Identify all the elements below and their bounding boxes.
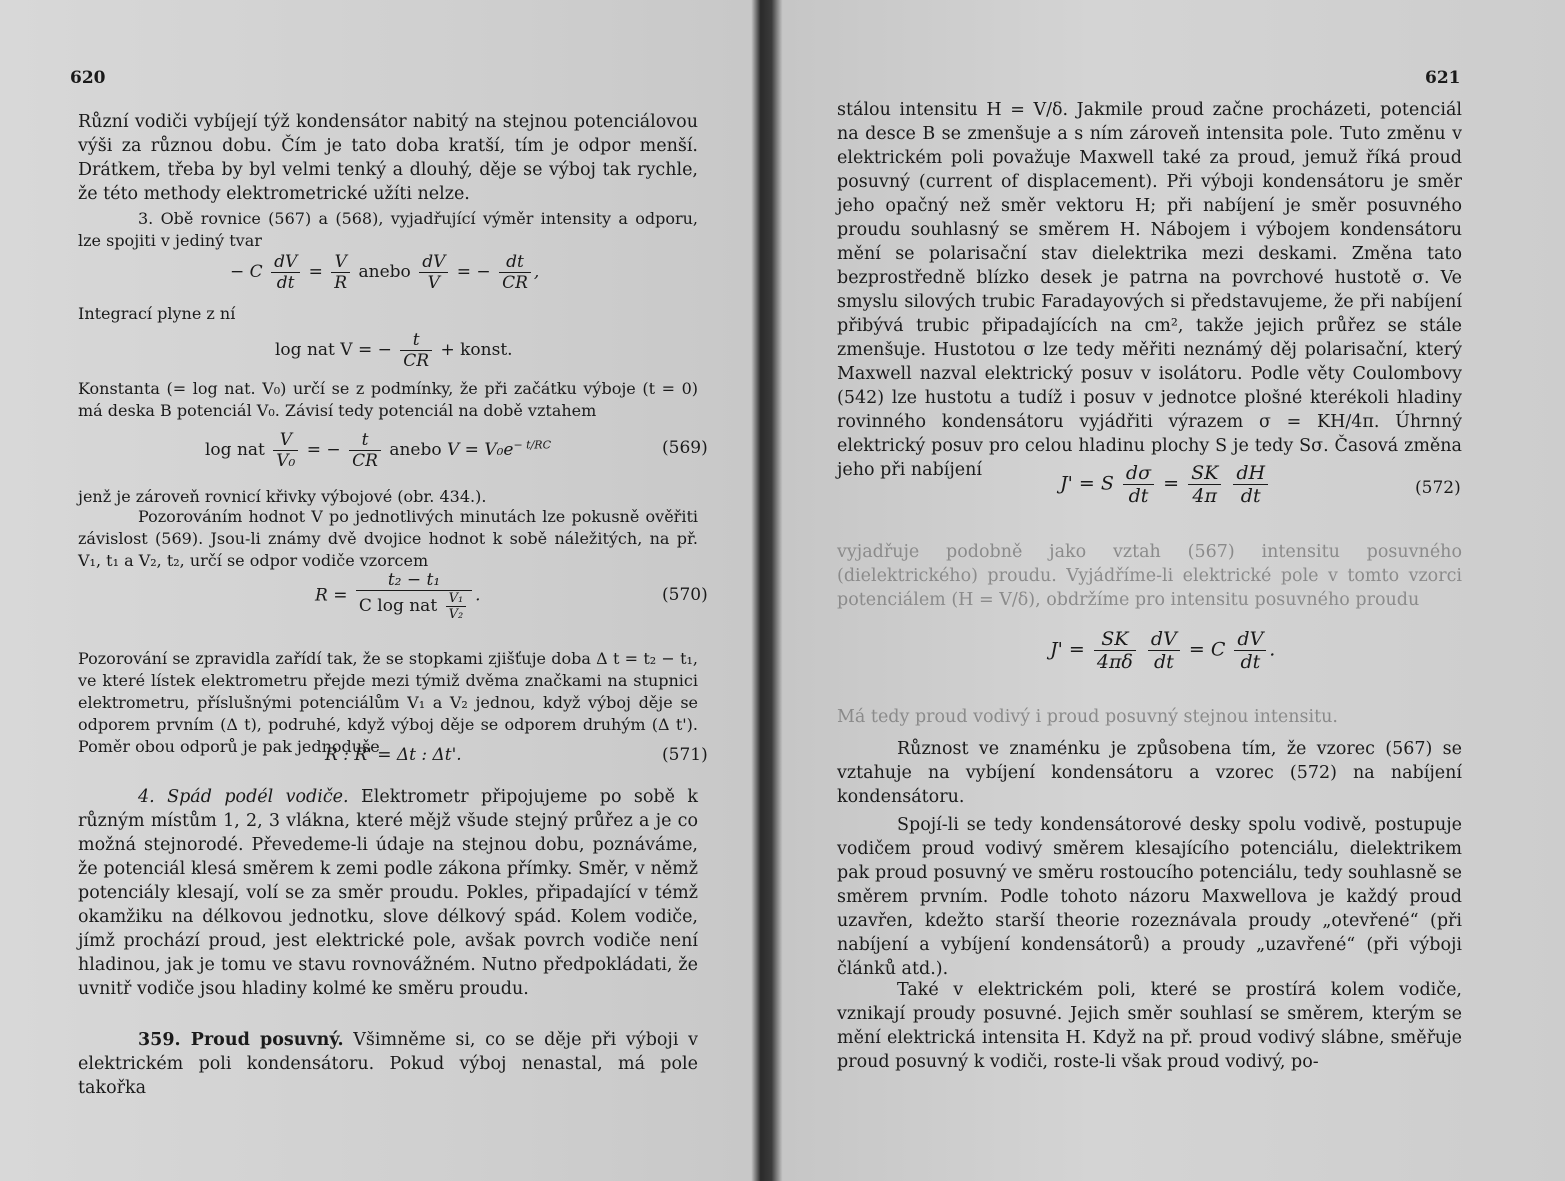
equation: − C $\frac{dV}{dt}$ = $\frac{V}{R}$ anebo $\frac{dV}{V}$ = − $\frac{dt}{CR}$ , bbox=[230, 252, 540, 293]
paragraph: Pozorováním hodnot V po jednotlivých minutách lze pokusně ověřiti závislost (569). Jsou-li známy dvě dvojice hodnot k sobě náležitých, na př. V₁, t₁ a V₂, t₂, určí se odpor vodiče vzorcem bbox=[78, 507, 698, 570]
equation: log nat $\frac{V}{\text{V₀}}$ = − $\frac{t}{CR}$ anebo $V = V_0e^{- t/RC}$ bbox=[205, 430, 552, 471]
paragraph: Různí vodiči vybíjejí týž kondensátor nabitý na stejnou potenciálovou výši za různou dobu. Čím je tato doba kratší, tím je odpor menší. Drátkem, třeba by byl velmi tenký a dlouhý, děje se výboj tak rychle, že této methody elektrometrické užíti nelze. bbox=[78, 112, 698, 204]
paragraph: jenž je zároveň rovnicí křivky výbojové (obr. 434.). bbox=[78, 487, 487, 506]
equation: R : R' = Δt : Δt'. bbox=[325, 745, 462, 765]
equation: J' = $\frac{SK}{4\pi\delta}$ $\frac{dV}{dt}$ = C $\frac{dV}{dt}$ . bbox=[1050, 628, 1276, 673]
paragraph: Pozorování se zpravidla zařídí tak, že se stopkami zjišťuje doba Δ t = t₂ − t₁, ve které lístek elektrometru přejde mezi týmiž dvěma značkami na stupnici elektrometru, příslušnými potenciálům V₁ a V₂ jednou, když výboj děje se odporem prvním (Δ t), podruhé, když výboj děje se odporem druhým (Δ t'). Poměr obou odporů je pak jednoduše bbox=[78, 649, 698, 756]
equation: log nat V = − $\frac{t}{CR}$ + konst. bbox=[275, 330, 513, 371]
paragraph: 3. Obě rovnice (567) a (568), vyjadřující výměr intensity a odporu, lze spojiti v jediný tvar bbox=[78, 209, 698, 250]
paragraph: Má tedy proud vodivý i proud posuvný stejnou intensitu. bbox=[837, 707, 1338, 727]
section-heading: 4. Spád podél vodiče. bbox=[138, 787, 349, 807]
page-number: 620 bbox=[70, 68, 106, 88]
equation: J' = S $\frac{d\sigma}{dt}$ = $\frac{SK}{4\pi}$ $\frac{dH}{dt}$ bbox=[1060, 462, 1271, 507]
equation-number: (569) bbox=[662, 438, 708, 458]
paragraph: Různost ve znaménku je způsobena tím, že vzorec (567) se vztahuje na vybíjení kondensátoru a vzorec (572) na nabíjení kondensátoru. bbox=[837, 739, 1462, 807]
paragraph: Také v elektrickém poli, které se prostírá kolem vodiče, vznikají proudy posuvné. Jejich směr souhlasí se směrem, kterým se mění elektrická intensita H. Když na př. proud vodivý slábne, směřuje proud posuvný k vodiči, roste-li však proud vodivý, po- bbox=[837, 980, 1462, 1072]
paragraph: Spojí-li se tedy kondensátorové desky spolu vodivě, postupuje vodičem proud vodivý směrem klesajícího potenciálu, dielektrikem pak proud posuvný ve směru rostoucího potenciálu, tedy souhlasně se směrem prvním. Podle tohoto názoru Maxwellova je každý proud uzavřen, kdežto starší theorie rozeznávala proudy „otevřené“ (při nabíjení a vybíjení kondensátorů) a proudy „uzavřené“ (při výboji článků atd.). bbox=[837, 815, 1462, 979]
paragraph: 4. Spád podél vodiče. Elektrometr připojujeme po sobě k různým místům 1, 2, 3 vlákna, které mějž všude stejný průřez a je co možná stejnorodé. Převedeme-li údaje na stejnou dobu, poznáváme, že potenciál klesá směrem k zemi podle zákona přímky. Směr, v němž potenciály klesají, volí se za směr proudu. Pokles, připadající v témž okamžiku na délkovou jednotku, slove délkový spád. Kolem vodiče, jímž prochází proud, jest elektrické pole, avšak povrch vodiče není hladinou, jak je tomu ve stavu rovnovážném. Nutno předpokládati, že uvnitř vodiče jsou hladiny kolmé ke směru proudu. bbox=[78, 787, 698, 999]
equation: R = t₂ − t₁ C log nat $\frac{\text{V₁}}{\text{V₂}}$ . bbox=[315, 570, 481, 622]
equation-number: (570) bbox=[662, 585, 708, 605]
equation-number: (571) bbox=[662, 745, 708, 765]
left-page bbox=[0, 0, 755, 1181]
paragraph: Konstanta (= log nat. V₀) určí se z podmínky, že při začátku výboje (t = 0) má deska B potenciál V₀. Závisí tedy potenciál na době vztahem bbox=[78, 379, 698, 420]
equation-number: (572) bbox=[1415, 478, 1461, 498]
paragraph: stálou intensitu H = V/δ. Jakmile proud začne procházeti, potenciál na desce B se zmenšuje a s ním zároveň intensita pole. Tuto změnu v elektrickém poli považuje Maxwell také za proud, jemuž říká proud posuvný (current of displacement). Při výboji kondensátoru je směr jeho opačný než směr vektoru H; při nabíjení je směr posuvného proudu souhlasný se směrem H. Nábojem i výbojem kondensátoru mění se polarisační stav dielektrika mezi deskami. Změna tato bezprostředně blízko desek je patrna na povrchové hustotě σ. Ve smyslu silových trubic Faradayových si představujeme, že při nabíjení přibývá trubic připadajících na cm², takže jejich průřez se stále zmenšuje. Hustotou σ lze tedy měřiti neznámý děj polarisační, který Maxwell nazval elektrický posuv v isolátoru. Podle věty Coulombovy (542) lze hustotu a tudíž i posuv v jednotce plošné kterékoli hladiny rovinného kondensátoru vyjádřiti výrazem σ = KH/4π. Úhrnný elektrický posuv pro celou hladinu plochy S je tedy Sσ. Časová změna jeho při nabíjení bbox=[837, 100, 1462, 480]
paragraph: Integrací plyne z ní bbox=[78, 304, 236, 323]
right-page bbox=[785, 0, 1565, 1181]
page-number: 621 bbox=[1425, 68, 1461, 88]
paragraph: 359. Proud posuvný. Všimněme si, co se děje při výboji v elektrickém poli kondensátoru. Pokud výboj nenastal, má pole takořka bbox=[78, 1030, 698, 1098]
paragraph: vyjadřuje podobně jako vztah (567) intensitu posuvného (dielektrického) proudu. Vyjádříme-li elektrické pole v tomto vzorci potenciálem (H = V/δ), obdržíme pro intensitu posuvného proudu bbox=[837, 542, 1462, 610]
section-heading: 359. Proud posuvný. bbox=[138, 1030, 344, 1050]
